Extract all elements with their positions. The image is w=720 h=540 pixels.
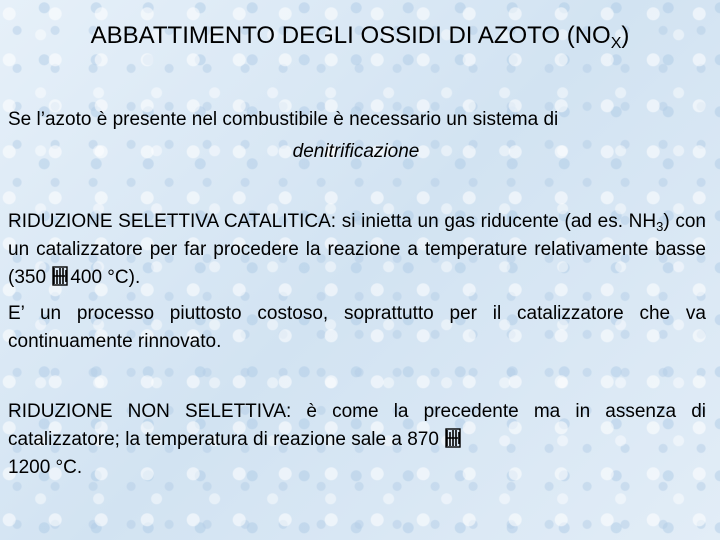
scr-text-middle: ) con un catalizzatore per far procedere la reazione a temperature relativamente basse (350 bbox=[8, 211, 706, 288]
intro-paragraph bbox=[8, 104, 704, 168]
nh3-subscript: 3 bbox=[656, 219, 664, 234]
sncr-text-end: 1200 °C. bbox=[8, 457, 83, 478]
intro-term: denitrificazione bbox=[292, 141, 420, 162]
title-text: ABBATTIMENTO DEGLI OSSIDI DI AZOTO (NO bbox=[90, 22, 611, 49]
slide-title bbox=[0, 20, 720, 52]
sncr-paragraph bbox=[8, 398, 706, 482]
sncr-text-start: RIDUZIONE NON SELETTIVA: è come la precedente ma in assenza di catalizzatore; la temperatura di reazione sale a 870 bbox=[8, 401, 706, 450]
range-dash-glyph-icon bbox=[52, 266, 69, 286]
scr-text-start: RIDUZIONE SELETTIVA CATALITICA: si inietta un gas riducente (ad es. NH bbox=[8, 211, 657, 232]
range-dash-glyph-icon bbox=[445, 428, 462, 448]
scr-paragraph bbox=[8, 208, 706, 292]
scr-text-end: 400 °C). bbox=[70, 267, 141, 288]
intro-line: Se l’azoto è presente nel combustibile è necessario un sistema di bbox=[8, 109, 559, 130]
title-subscript: X bbox=[610, 35, 622, 52]
cost-paragraph: E’ un processo piuttosto costoso, soprattutto per il catalizzatore che va continuamente rinnovato. bbox=[8, 303, 706, 352]
title-close-paren: ) bbox=[621, 22, 630, 49]
